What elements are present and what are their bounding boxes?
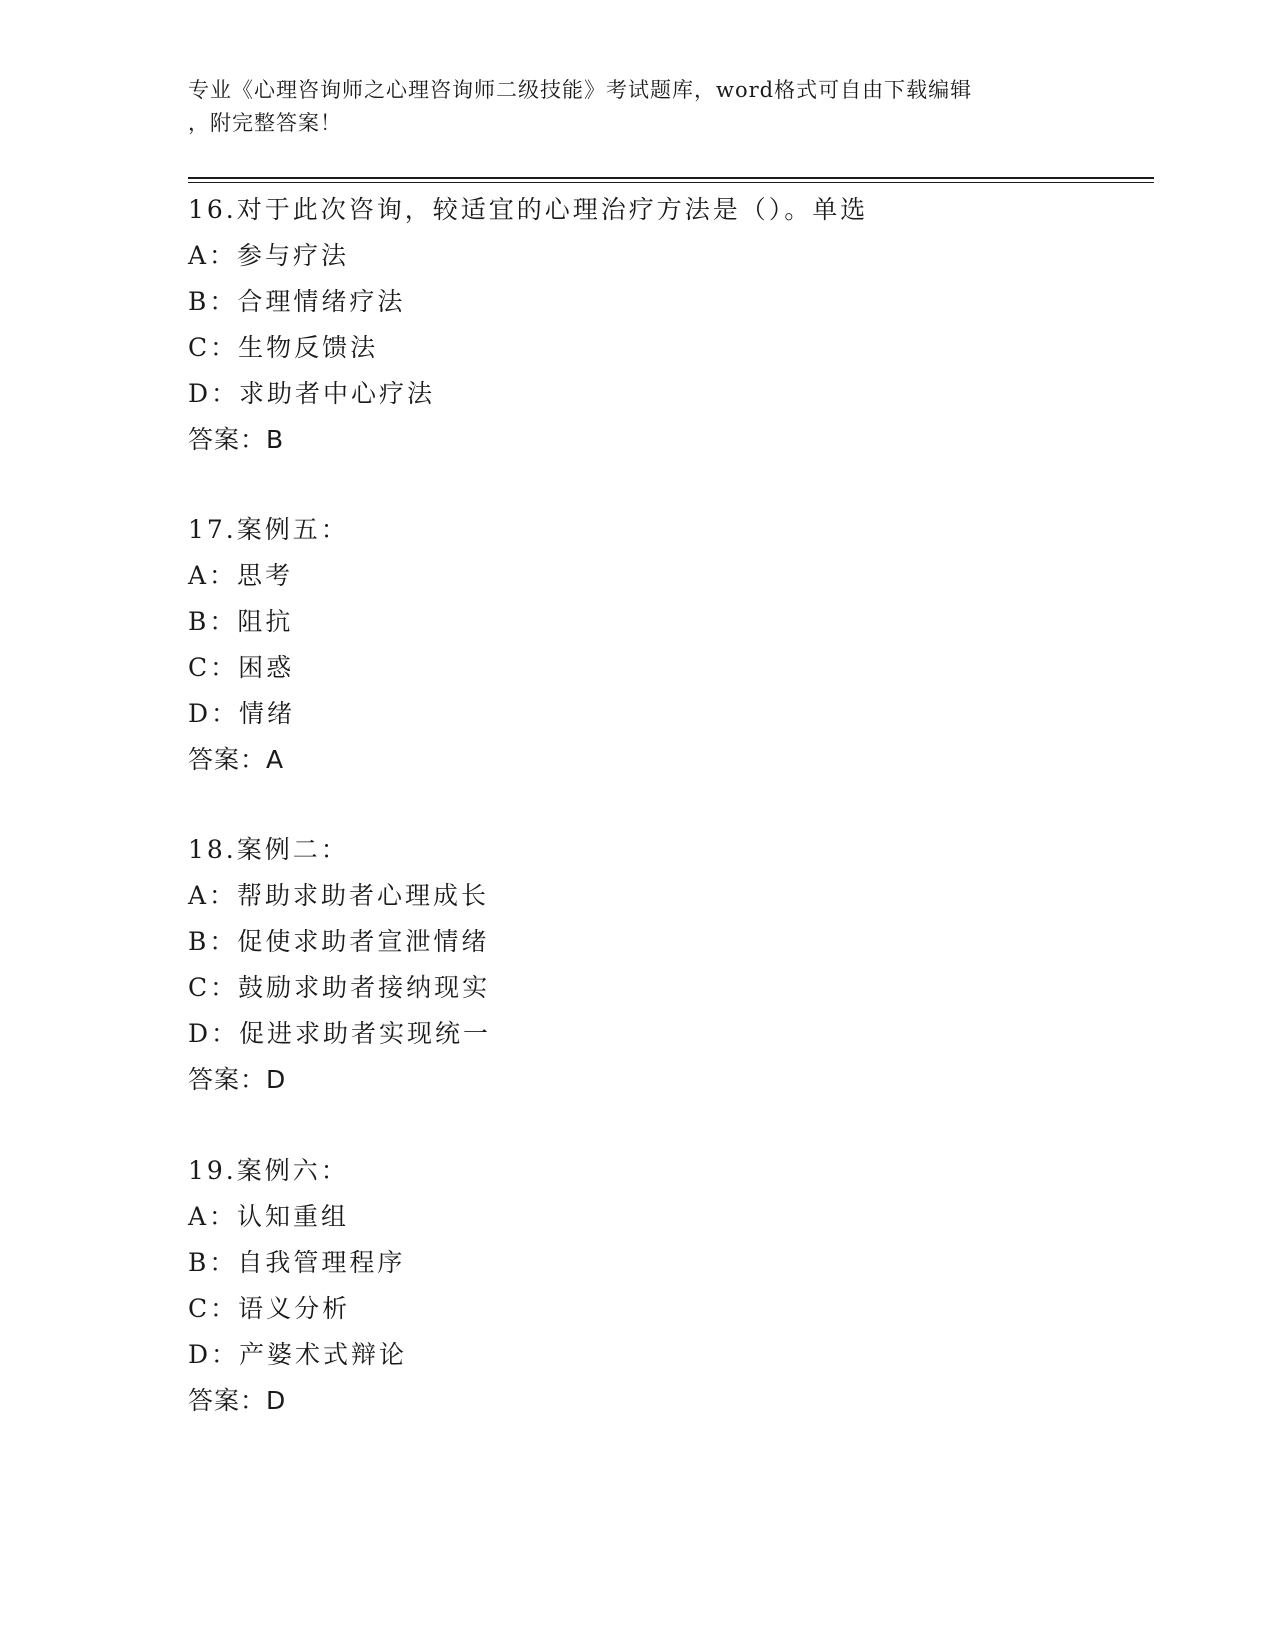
question-stem: 17.案例五：: [188, 515, 349, 544]
option-d: D：情绪: [188, 699, 296, 728]
question-17: [188, 507, 1168, 783]
header-divider-top: [188, 177, 1154, 179]
option-b: B：合理情绪疗法: [188, 287, 406, 316]
option-b: B：阻抗: [188, 607, 294, 636]
question-stem: 19.案例六：: [188, 1156, 349, 1185]
answer-line: 答案：A: [188, 745, 285, 774]
option-a: A：思考: [188, 561, 294, 590]
option-a: A：帮助求助者心理成长: [188, 881, 490, 910]
document-header: [188, 74, 1088, 140]
option-a: A：认知重组: [188, 1202, 350, 1231]
option-b: B：自我管理程序: [188, 1248, 406, 1277]
question-16: [188, 187, 1168, 463]
header-line-1: 专业《心理咨询师之心理咨询师二级技能》考试题库，word格式可自由下载编辑: [188, 78, 973, 102]
answer-line: 答案：D: [188, 1386, 287, 1415]
header-divider-bottom: [188, 182, 1154, 183]
answer-line: 答案：B: [188, 425, 285, 454]
question-19: [188, 1148, 1168, 1424]
option-c: C：鼓励求助者接纳现实: [188, 973, 491, 1002]
option-d: D：促进求助者实现统一: [188, 1019, 492, 1048]
header-line-2: ，附完整答案！: [188, 111, 342, 135]
option-d: D：求助者中心疗法: [188, 379, 436, 408]
option-c: C：语义分析: [188, 1294, 351, 1323]
option-a: A：参与疗法: [188, 241, 350, 270]
question-stem: 16.对于此次咨询，较适宜的心理治疗方法是（）。单选: [188, 195, 869, 224]
question-stem: 18.案例二：: [188, 835, 349, 864]
option-c: C：生物反馈法: [188, 333, 379, 362]
answer-line: 答案：D: [188, 1065, 287, 1094]
question-18: [188, 827, 1168, 1103]
option-b: B：促使求助者宣泄情绪: [188, 927, 490, 956]
option-d: D：产婆术式辩论: [188, 1340, 408, 1369]
option-c: C：困惑: [188, 653, 295, 682]
